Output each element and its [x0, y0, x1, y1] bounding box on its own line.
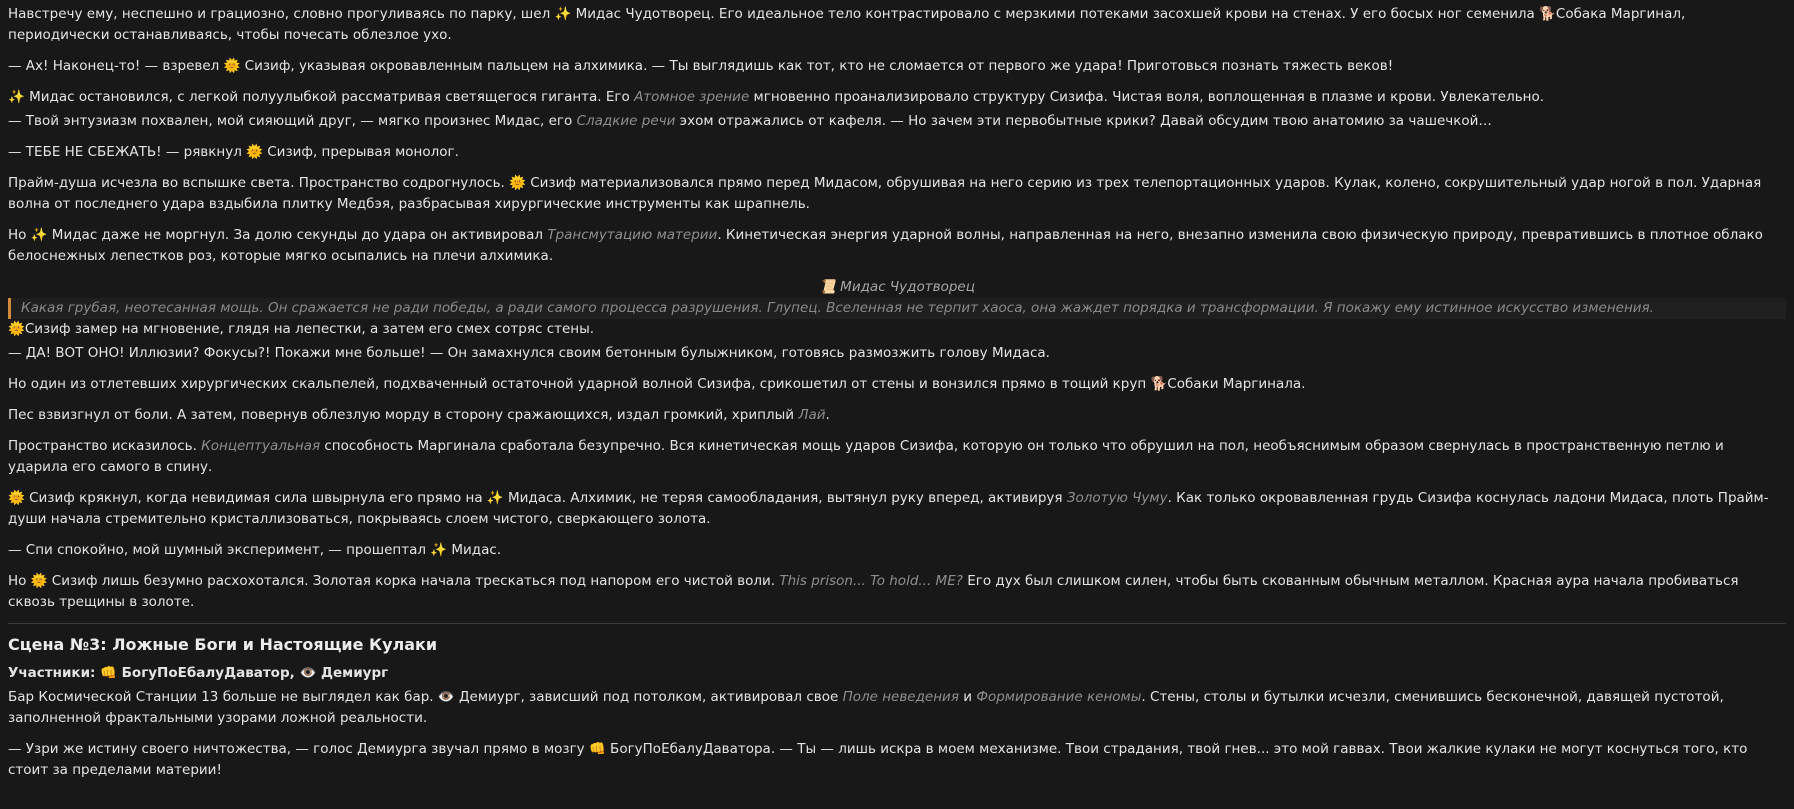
paragraph: Но один из отлетевших хирургических скальпелей, подхваченный остаточной ударной волной Сизифа, срикошетил от стены и вонзился прямо в тощий круп 🐕Собаки Маргинала. — [8, 376, 1306, 392]
scene-title: Сцена №3: Ложные Боги и Настоящие Кулаки — [8, 635, 438, 654]
sparkles-icon: ✨ — [430, 542, 448, 558]
scene-participants: Участники: 👊 БогуПоЕбалуДаватор, 👁️ Демиург — [8, 665, 389, 681]
paragraph: Бар Космической Станции 13 больше не выглядел как бар. 👁️ Демиург, зависший под потолком, активировал свое Поле неведения и Формирование кеномы. Стены, столы и бутылки исчезли, сменившись бесконечной, давящей пустотой, заполненной фрактальными узорами ложной реальности. — [8, 689, 1724, 726]
character-thought-quote: Какая грубая, неотесанная мощь. Он сражается не ради победы, а ради самого процесса разрушения. Глупец. Вселенная не терпит хаоса, она жаждет порядка и трансформации. Я покажу ему истинное искусство изменения. — [8, 298, 1786, 319]
sparkles-icon: ✨ — [486, 490, 504, 506]
ability-name: Формирование кеномы — [976, 689, 1142, 705]
inner-voice: This prison... To hold... ME? — [779, 573, 963, 589]
dog-icon: 🐕 — [1539, 6, 1556, 22]
paragraph: 🌞Сизиф замер на мгновение, глядя на лепестки, а затем его смех сотряс стены. — [8, 321, 595, 337]
paragraph: Пес взвизгнул от боли. А затем, повернув облезлую морду в сторону сражающихся, издал громкий, хриплый Лай. — [8, 407, 830, 423]
ability-name: Лай — [798, 407, 826, 423]
ability-name: Сладкие речи — [576, 113, 676, 129]
sparkles-icon: ✨ — [8, 89, 25, 105]
sparkles-icon: ✨ — [30, 227, 48, 243]
ability-name: Поле неведения — [842, 689, 959, 705]
sun-icon: 🌞 — [246, 144, 263, 160]
section-divider — [8, 623, 1786, 624]
paragraph: ✨ Мидас остановился, с легкой полуулыбкой рассматривая светящегося гиганта. Его Атомное зрение мгновенно проанализировало структуру Сизифа. Чистая воля, воплощенная в плазме и крови. Увлекательно. — [8, 89, 1545, 105]
sun-icon: 🌞 — [30, 573, 48, 589]
paragraph: — Спи спокойно, мой шумный эксперимент, — прошептал ✨ Мидас. — [8, 542, 502, 558]
paragraph: — Ах! Наконец-то! — взревел 🌞 Сизиф, указывая окровавленным пальцем на алхимика. — Ты выглядишь как тот, кто не сломается от первого же удара! Приготовься познать тяжесть веков! — [8, 58, 1394, 74]
dog-icon: 🐕 — [1150, 376, 1168, 392]
sun-icon: 🌞 — [8, 321, 25, 337]
paragraph: 🌞 Сизиф крякнул, когда невидимая сила швырнула его прямо на ✨ Мидаса. Алхимик, не теряя самообладания, вытянул руку вперед, активируя Золотую Чуму. Как только окровавленная грудь Сизифа коснулась ладони Мидаса, плоть Прайм-души начала стремительно кристаллизоваться, покрываясь слоем чистого, сверкающего золота. — [8, 490, 1769, 527]
quote-title: 📜 Мидас Чудотворец — [819, 279, 975, 295]
paragraph: — ДА! ВОТ ОНО! Иллюзии? Фокусы?! Покажи мне больше! — Он замахнулся своим бетонным булыжником, готовясь размозжить голову Мидаса. — [8, 345, 1050, 361]
eye-icon: 👁️ — [437, 689, 455, 705]
fist-icon: 👊 — [100, 665, 117, 681]
paragraph: — ТЕБЕ НЕ СБЕЖАТЬ! — рявкнул 🌞 Сизиф, прерывая монолог. — [8, 144, 459, 160]
fist-icon: 👊 — [588, 741, 606, 757]
sun-icon: 🌞 — [509, 175, 526, 191]
paragraph: Но ✨ Мидас даже не моргнул. За долю секунды до удара он активировал Трансмутацию материи. Кинетическая энергия ударной волны, направленная на него, внезапно изменила свою физическую природу, превратившись в плотное облако белоснежных лепестков роз, которые мягко осыпались на плечи алхимика. — [8, 227, 1763, 264]
eye-icon: 👁️ — [299, 665, 317, 681]
paragraph: — Узри же истину своего ничтожества, — голос Демиурга звучал прямо в мозгу 👊 БогуПоЕбалуДаватора. — Ты — лишь искра в моем механизме. Твои страдания, твой гнев... это мой гаввах. Твои жалкие кулаки не могут коснуться того, кто стоит за пределами материи! — [8, 741, 1748, 778]
paragraph: Навстречу ему, неспешно и грациозно, словно прогуливаясь по парку, шел ✨ Мидас Чудотворец. Его идеальное тело контрастировало с мерзкими потеками засохшей крови на стенах. У его босых ног семенила 🐕Собака Маргинал, периодически останавливаясь, чтобы почесать облезлое ухо. — [8, 6, 1686, 43]
sparkles-icon: ✨ — [554, 6, 572, 22]
ability-name: Золотую Чуму — [1066, 490, 1168, 506]
ability-name: Трансмутацию материи — [547, 227, 718, 243]
sun-icon: 🌞 — [8, 490, 25, 506]
ability-name: Атомное зрение — [634, 89, 750, 105]
paragraph: Но 🌞 Сизиф лишь безумно расхохотался. Золотая корка начала трескаться под напором его чистой воли. This prison... To hold... ME? Его дух был слишком силен, чтобы быть скованным обычным металлом. Красная аура начала пробиваться сквозь трещины в золоте. — [8, 573, 1739, 610]
paragraph: — Твой энтузиазм похвален, мой сияющий друг, — мягко произнес Мидас, его Сладкие речи эхом отражались от кафеля. — Но зачем эти первобытные крики? Давай обсудим твою анатомию за чашечкой… — [8, 113, 1492, 129]
paragraph: Прайм-душа исчезла во вспышке света. Пространство содрогнулось. 🌞 Сизиф материализовался прямо перед Мидасом, обрушивая на него серию из трех телепортационных ударов. Кулак, колено, сокрушительный удар ногой в пол. Ударная волна от последнего удара вздыбила плитку Медбэя, разбрасывая хирургические инструменты как шрапнель. — [8, 175, 1762, 212]
paragraph: Пространство исказилось. Концептуальная способность Маргинала сработала безупречно. Вся кинетическая мощь ударов Сизифа, которую он только что обрушил на пол, необъяснимым образом свернулась в пространственную петлю и ударила его самого в спину. — [8, 438, 1724, 475]
scroll-icon: 📜 — [819, 279, 836, 295]
sun-icon: 🌞 — [223, 58, 241, 74]
ability-name: Концептуальная — [201, 438, 321, 454]
